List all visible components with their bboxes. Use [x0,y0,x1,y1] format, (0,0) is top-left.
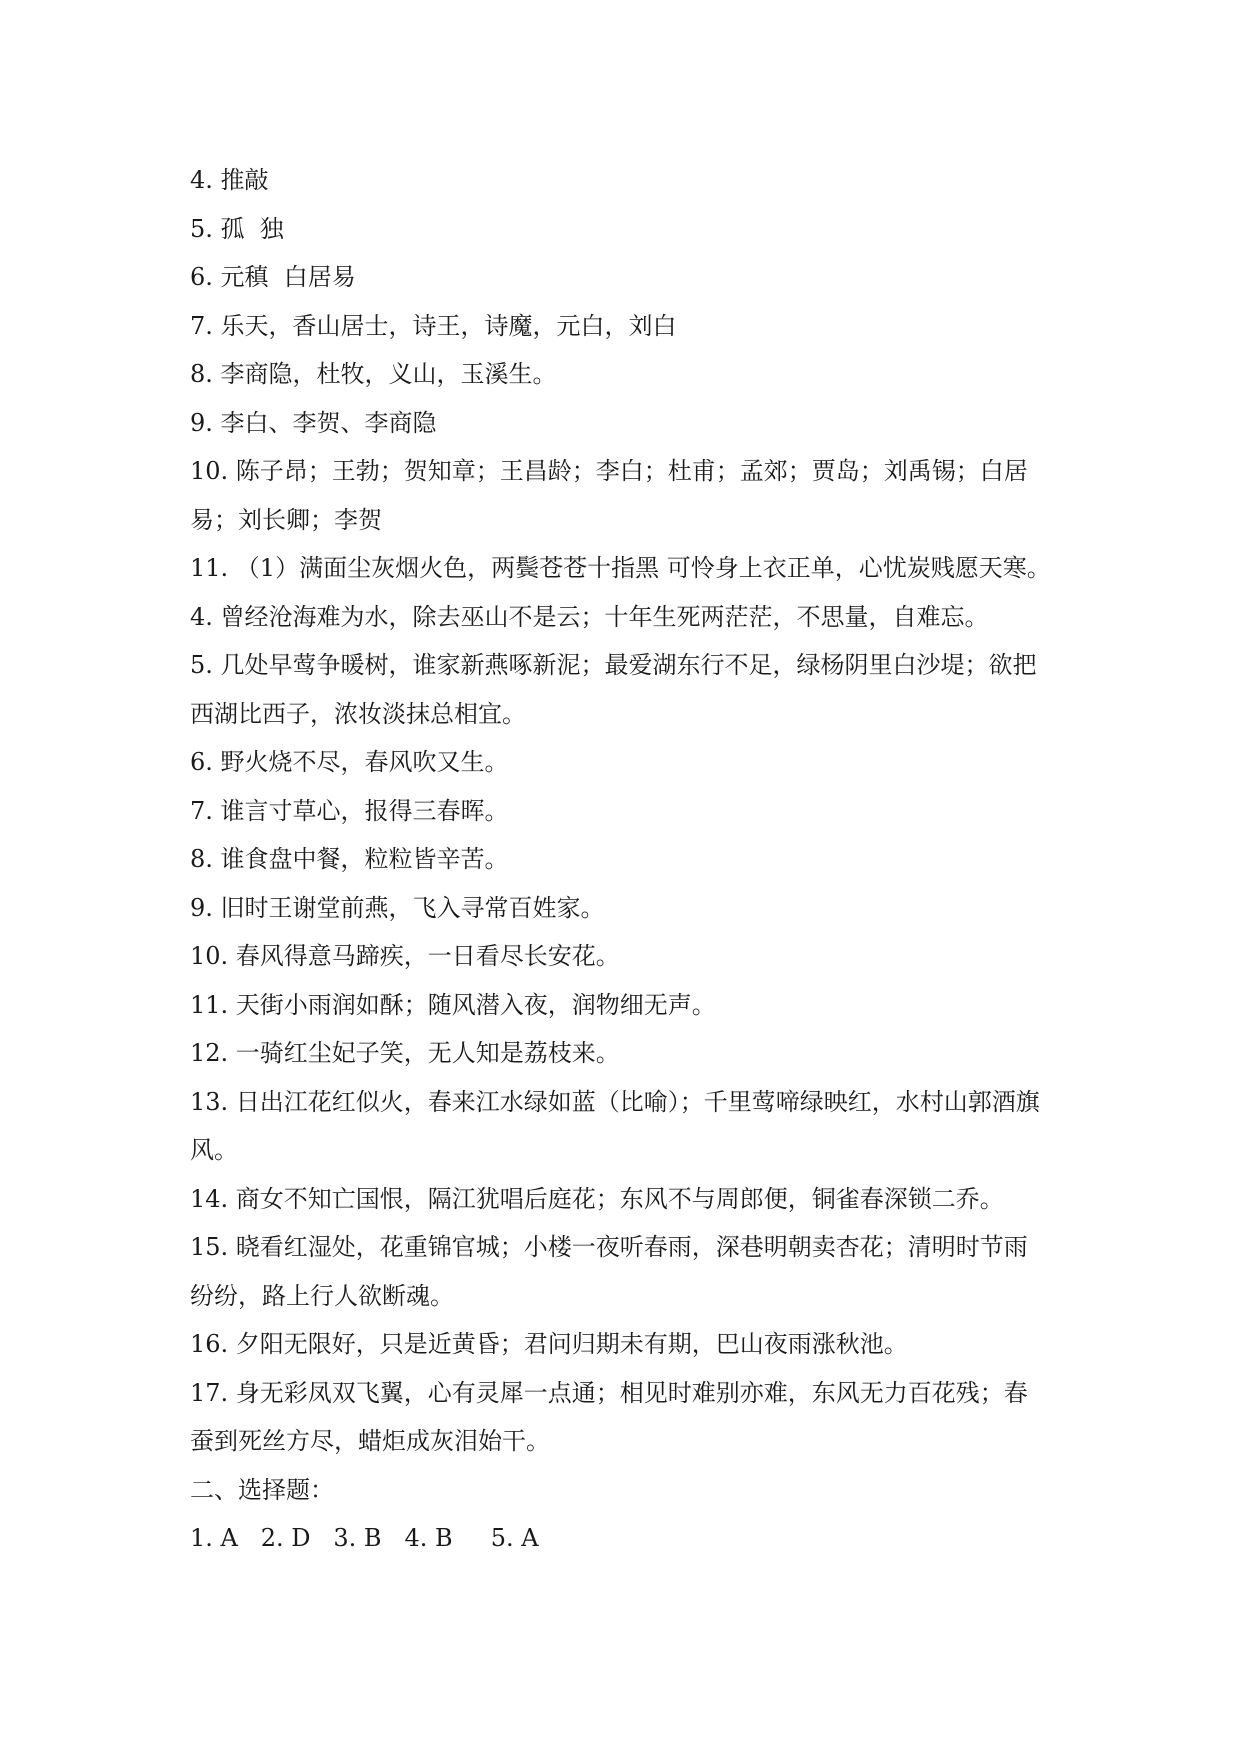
text-line: 西湖比西子，浓妆淡抹总相宜。 [190,699,526,728]
section-heading: 二、选择题： [190,1475,334,1504]
text-line: 11. 天街小雨润如酥；随风潜入夜，润物细无声。 [190,990,716,1019]
text-line: 6. 野火烧不尽，春风吹又生。 [190,748,509,776]
text-line: 7. 谁言寸草心，报得三春晖。 [190,796,509,825]
text-line: 14. 商女不知亡国恨，隔江犹唱后庭花；东风不与周郎便，铜雀春深锁二乔。 [190,1184,1004,1213]
text-line: 8. 李商隐，杜牧，义山，玉溪生。 [190,360,557,388]
text-line: 15. 晓看红湿处，花重锦官城；小楼一夜听春雨，深巷明朝卖杏花；清明时节雨 [190,1233,1028,1261]
text-line: 风。 [190,1136,238,1164]
text-line: 1. A 2. D 3. B 4. B 5. A [190,1524,539,1552]
text-line: 4. 曾经沧海难为水，除去巫山不是云；十年生死两茫茫，不思量，自难忘。 [190,602,989,631]
text-line: 10. 陈子昂；王勃；贺知章；王昌龄；李白；杜甫；孟郊；贾岛；刘禹锡；白居 [190,457,1028,485]
text-line: 易；刘长卿；李贺 [190,505,382,534]
text-line: 8. 谁食盘中餐，粒粒皆辛苦。 [190,845,509,873]
text-line: 9. 李白、李贺、李商隐 [190,408,437,437]
text-line: 13. 日出江花红似火，春来江水绿如蓝（比喻）；千里莺啼绿映红，水村山郭酒旗 [190,1087,1040,1116]
text-line: 16. 夕阳无限好，只是近黄昏；君问归期未有期，巴山夜雨涨秋池。 [190,1330,908,1358]
text-line: 6. 元稹 白居易 [190,263,356,291]
text-line: 5. 孤 独 [190,214,284,243]
text-line: 9. 旧时王谢堂前燕，飞入寻常百姓家。 [190,893,605,922]
text-line: 10. 春风得意马蹄疾，一日看尽长安花。 [190,942,620,970]
text-line: 11. （1）满面尘灰烟火色，两鬓苍苍十指黑 可怜身上衣正单，心忧炭贱愿天寒。 [190,554,1051,582]
text-line: 5. 几处早莺争暖树，谁家新燕啄新泥；最爱湖东行不足，绿杨阴里白沙堤；欲把 [190,651,1037,679]
text-line: 纷纷，路上行人欲断魂。 [190,1281,454,1310]
text-line: 12. 一骑红尘妃子笑，无人知是荔枝来。 [190,1039,620,1067]
answer-text-block [190,156,1060,1563]
text-line: 4. 推敲 [190,166,269,194]
text-line: 17. 身无彩凤双飞翼，心有灵犀一点通；相见时难别亦难，东风无力百花残；春 [190,1378,1028,1407]
text-line: 蚕到死丝方尽，蜡炬成灰泪始干。 [190,1427,550,1455]
text-line: 7. 乐天，香山居士，诗王，诗魔，元白，刘白 [190,311,677,340]
